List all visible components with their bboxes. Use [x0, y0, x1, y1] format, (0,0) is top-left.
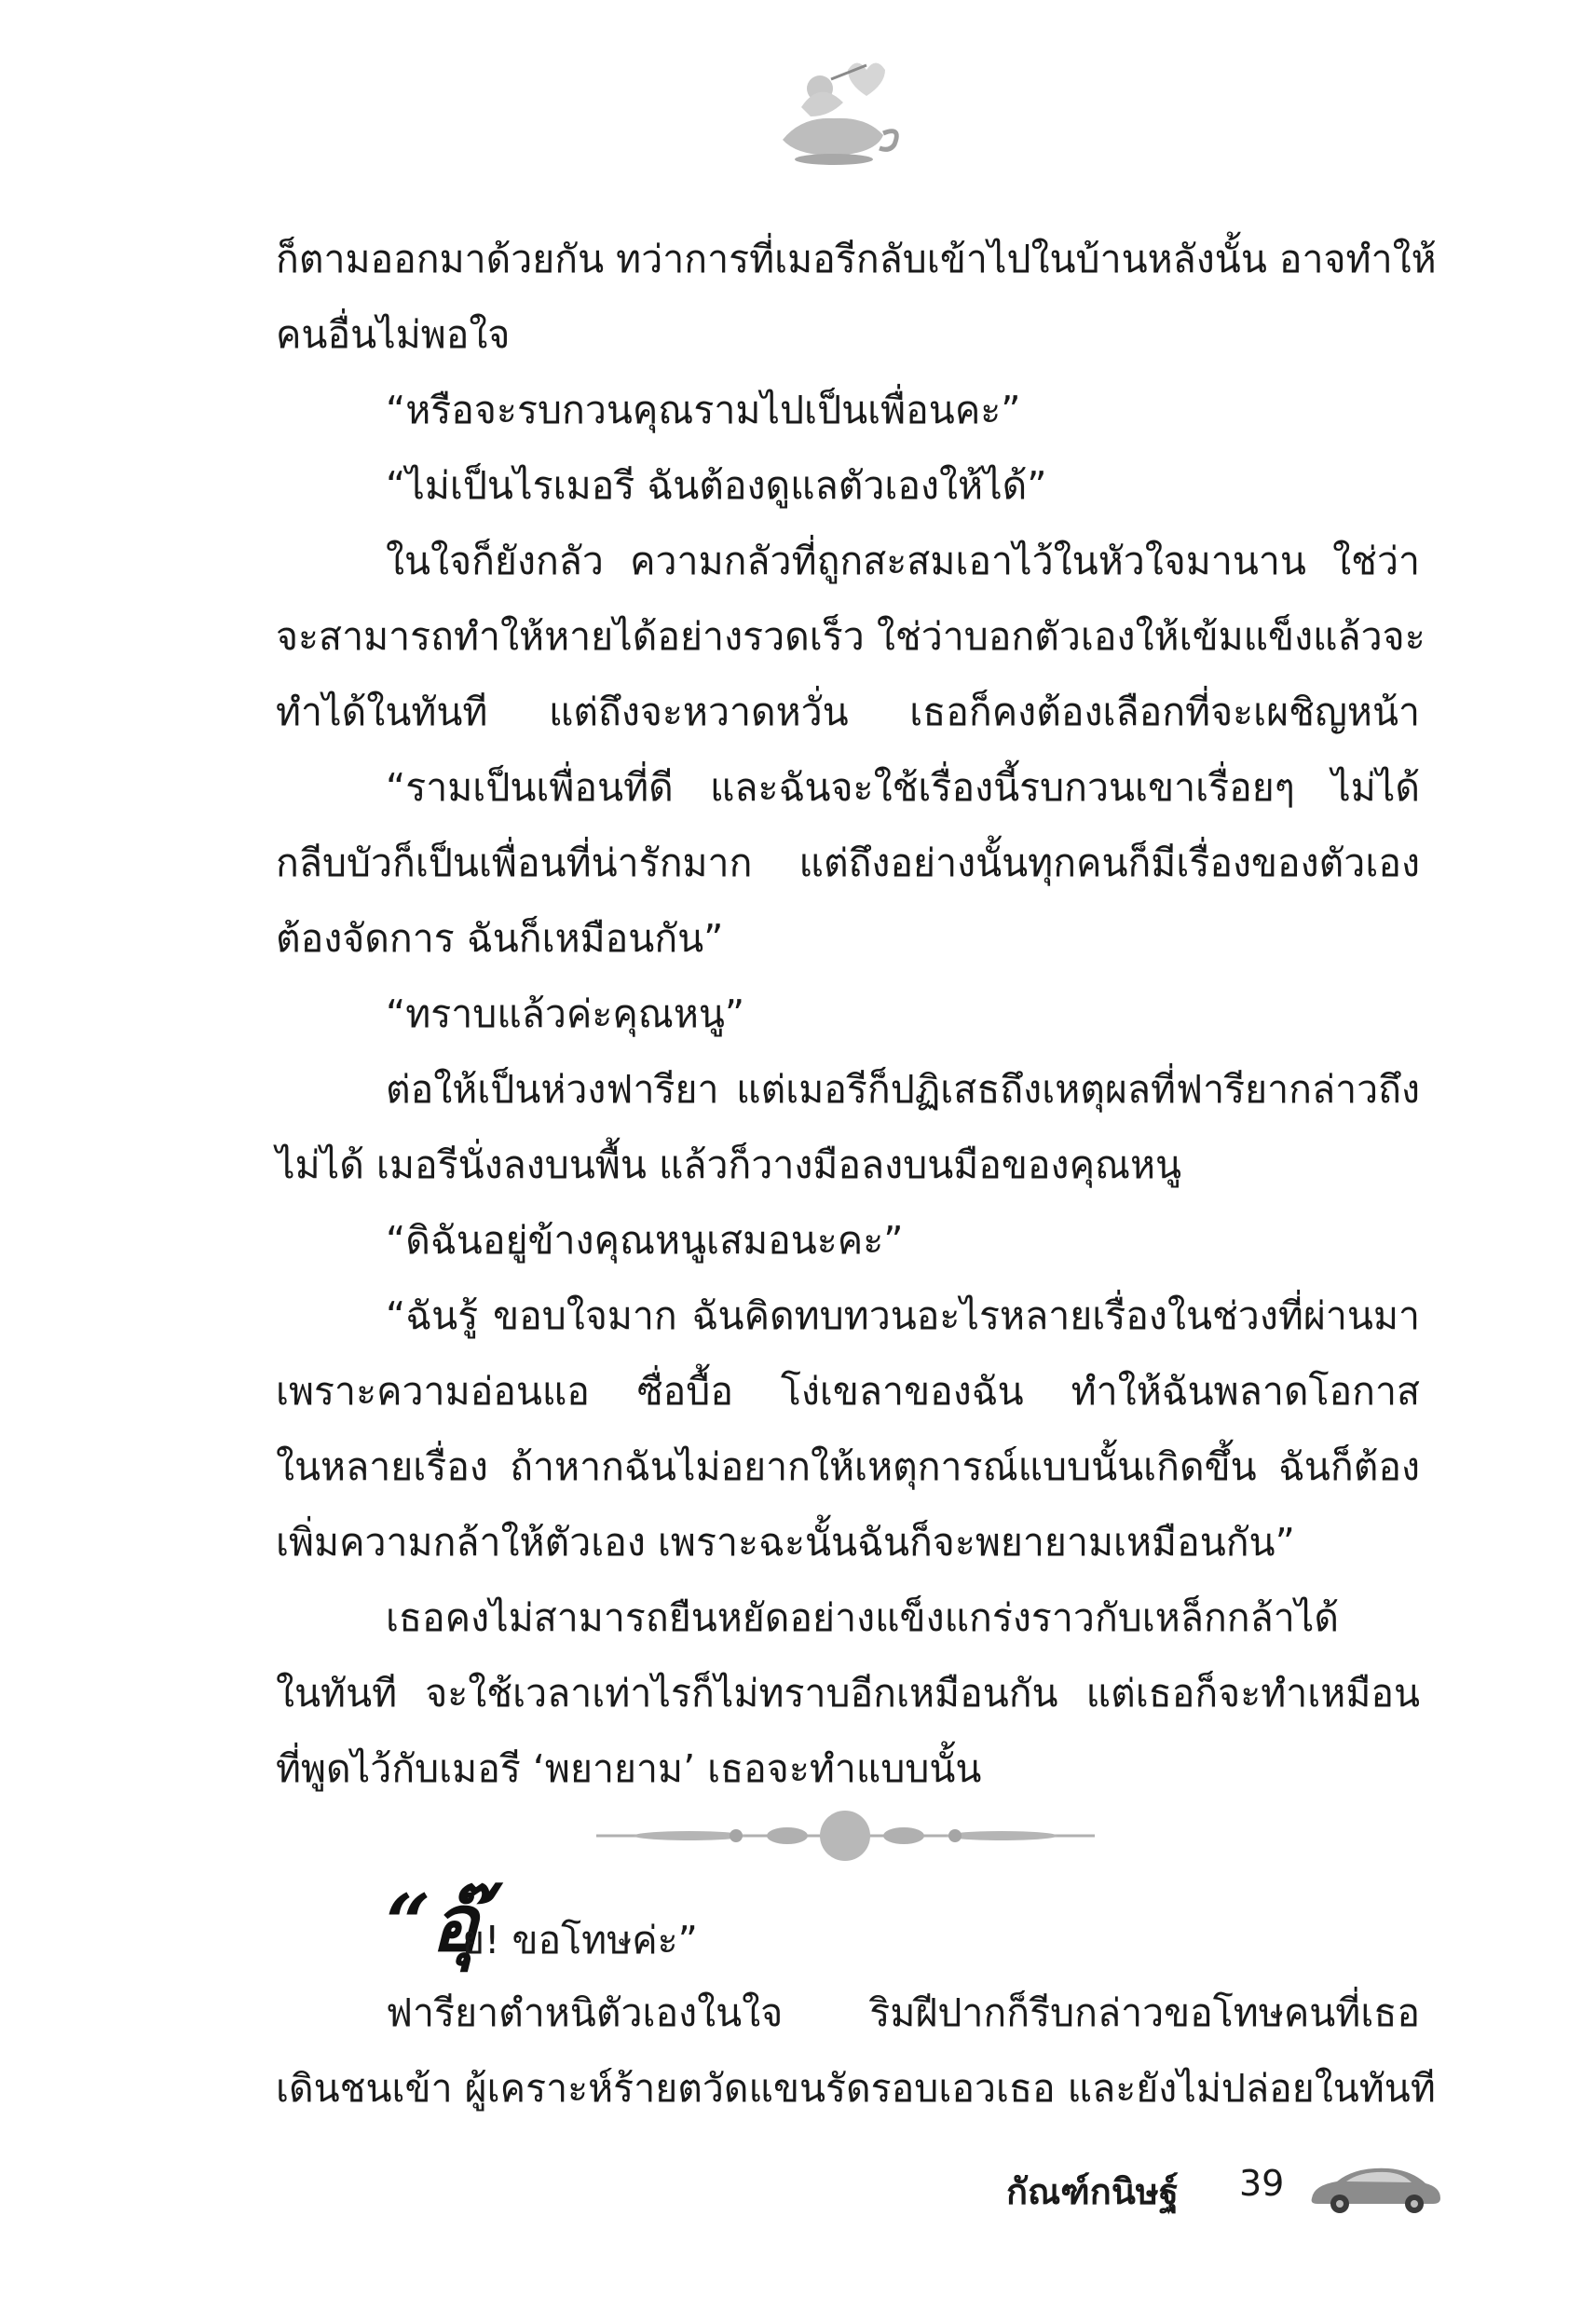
text-line: ในหลายเรื่อง ถ้าหากฉันไม่อยากให้เหตุการณ์แบบนั้นเกิดขึ้น ฉันก็ต้อง [276, 1444, 1420, 1489]
book-title: กัณฑ์กนิษฐ์ [1006, 2171, 1179, 2212]
text-line: ก็ตามออกมาด้วยกัน ทว่าการที่เมอรีกลับเข้าไปในบ้านหลังนั้น อาจทำให้ [276, 237, 1437, 281]
text-line: เดินชนเข้า ผู้เคราะห์ร้ายตวัดแขนรัดรอบเอวเธอ และยังไม่ปล่อยในทันที [276, 2066, 1436, 2111]
text-line: ไม่ได้ เมอรีนั่งลงบนพื้น แล้วก็วางมือลงบนมือของคุณหนู [276, 1142, 1182, 1187]
text-line: ทำได้ในทันที แต่ถึงจะหวาดหวั่น เธอก็คงต้องเลือกที่จะเผชิญหน้า [276, 690, 1420, 734]
text-line: “ไม่เป็นไรเมอรี ฉันต้องดูแลตัวเองให้ได้” [386, 463, 1047, 508]
text-line: “ทราบแล้วค่ะคุณหนู” [386, 991, 745, 1036]
text-line: เธอคงไม่สามารถยืนหยัดอย่างแข็งแกร่งราวกับเหล็กกล้าได้ [386, 1595, 1339, 1640]
text-line: ฟารียาตำหนิตัวเองในใจ ริมฝีปากก็รีบกล่าวขอโทษคนที่เธอ [386, 1990, 1420, 2035]
body-text [276, 222, 1437, 1807]
page-footer [932, 2157, 1565, 2222]
text-line: เพิ่มความกล้าให้ตัวเอง เพราะฉะนั้นฉันก็จะพยายามเหมือนกัน” [276, 1520, 1295, 1565]
text-line: ต้องจัดการ ฉันก็เหมือนกัน” [276, 916, 724, 961]
text-line: “รามเป็นเพื่อนที่ดี และฉันจะใช้เรื่องนี้รบกวนเขาเรื่อยๆ ไม่ได้ [386, 765, 1420, 810]
text-line: ในใจก็ยังกลัว ความกลัวที่ถูกสะสมเอาไว้ในหัวใจมานาน ใช่ว่า [386, 539, 1420, 583]
text-line: จะสามารถทำให้หายได้อย่างรวดเร็ว ใช่ว่าบอกตัวเองให้เข้มแข็งแล้วจะ [276, 614, 1425, 659]
section-divider-icon [596, 1803, 1095, 1868]
text-line: คนอื่นไม่พอใจ [276, 312, 511, 357]
dropcap-line [276, 1877, 1420, 1976]
text-line: กลีบบัวก็เป็นเพื่อนที่น่ารักมาก แต่ถึงอย่างนั้นทุกคนก็มีเรื่องของตัวเอง [276, 841, 1420, 885]
car-icon [1304, 2157, 1444, 2217]
text-line: ที่พูดไว้กับเมอรี ‘พยายาม’ เธอจะทำแบบนั้น [276, 1746, 982, 1791]
dropcap: “อุ๊ [386, 1877, 478, 1969]
teapot-cupid-ornament-icon [764, 51, 904, 172]
page-number: 39 [1239, 2163, 1285, 2204]
text-line: เพราะความอ่อนแอ ซื่อบื้อ โง่เขลาของฉัน ทำให้ฉันพลาดโอกาส [276, 1369, 1420, 1414]
text-line: ในทันที จะใช้เวลาเท่าไรก็ไม่ทราบอีกเหมือนกัน แต่เธอก็จะทำเหมือน [276, 1671, 1420, 1716]
text-line: “ดิฉันอยู่ข้างคุณหนูเสมอนะคะ” [386, 1218, 904, 1263]
section-two [276, 1877, 1436, 2126]
dropcap-rest: ย! ขอโทษค่ะ” [462, 1918, 698, 1962]
text-line: ต่อให้เป็นห่วงฟารียา แต่เมอรีก็ปฏิเสธถึงเหตุผลที่ฟารียากล่าวถึง [386, 1067, 1420, 1112]
text-line: “หรือจะรบกวนคุณรามไปเป็นเพื่อนคะ” [386, 388, 1021, 432]
text-line: “ฉันรู้ ขอบใจมาก ฉันคิดทบทวนอะไรหลายเรื่องในช่วงที่ผ่านมา [386, 1293, 1420, 1338]
